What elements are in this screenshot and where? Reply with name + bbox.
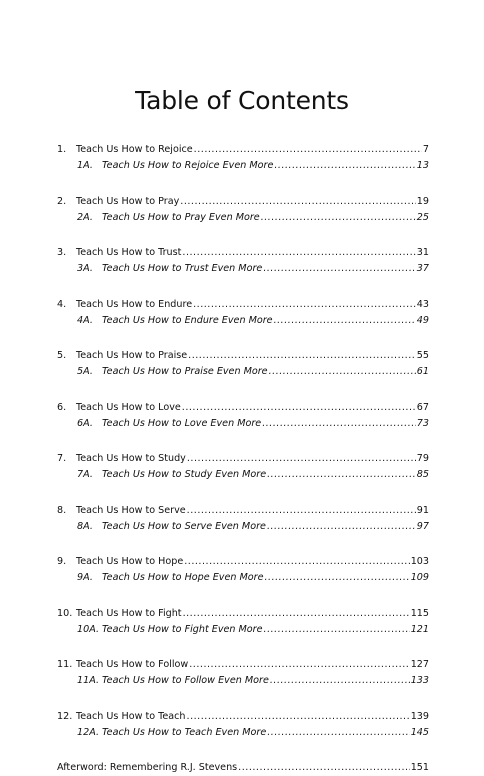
toc-entry-page: 151 [410, 762, 429, 773]
toc-entry-title: Teach Us How to Study [76, 453, 186, 464]
toc-entry-number: 10. [57, 607, 73, 619]
toc-entry-number: 7A. [77, 469, 93, 480]
toc-entry-chapter[interactable] [57, 709, 429, 725]
leader-dots [188, 348, 416, 364]
toc-entry-page: 19 [416, 195, 429, 207]
toc-entry-page: 139 [410, 710, 429, 722]
toc-entry-chapter[interactable] [57, 245, 429, 261]
toc-entry-afterword[interactable] [57, 760, 429, 776]
toc-entry-page: 91 [416, 504, 429, 516]
toc-chapter-block [57, 709, 429, 741]
toc-entry-number: 4A. [77, 314, 93, 326]
toc-entry-page: 109 [410, 572, 429, 583]
toc-chapter-block [57, 451, 429, 483]
toc-entry-number: 2. [57, 195, 67, 207]
toc-entry-page: 115 [410, 607, 429, 619]
leader-dots [274, 313, 416, 329]
toc-entry-number: 7. [57, 453, 67, 464]
toc-entry-chapter[interactable] [57, 297, 429, 313]
leader-dots [194, 142, 422, 158]
toc-entry-page: 97 [416, 520, 429, 532]
toc-entry-subchapter[interactable] [57, 622, 429, 638]
toc-entry-page: 73 [416, 417, 429, 429]
toc-entry-subchapter[interactable] [57, 725, 429, 741]
toc-chapter-block [57, 194, 429, 226]
toc-entry-subchapter[interactable] [57, 261, 429, 277]
toc-entry-page: 79 [416, 453, 429, 464]
toc-chapter-block [57, 554, 429, 586]
table-of-contents [57, 142, 429, 776]
toc-entry-page: 133 [410, 675, 429, 686]
toc-entry-number: 3. [57, 247, 67, 258]
toc-entry-title: Teach Us How to Endure [76, 298, 193, 310]
toc-entry-number: 12. [57, 710, 73, 722]
leader-dots [267, 725, 409, 741]
toc-entry-page: 13 [416, 160, 429, 171]
leader-dots [189, 657, 409, 673]
leader-dots [187, 503, 416, 519]
toc-entry-subchapter[interactable] [57, 570, 429, 586]
toc-chapter-block [57, 142, 429, 174]
toc-entry-number: 1A. [77, 160, 93, 171]
leader-dots [182, 245, 415, 261]
toc-entry-page: 7 [422, 144, 429, 155]
toc-entry-subchapter[interactable] [57, 416, 429, 432]
toc-entry-title: Teach Us How to Rejoice [76, 144, 193, 155]
toc-entry-title: Teach Us How to Fight Even More [102, 623, 263, 635]
leader-dots [184, 554, 409, 570]
toc-entry-number: 1. [57, 144, 67, 155]
toc-chapter-block [57, 245, 429, 277]
toc-entry-subchapter[interactable] [57, 158, 429, 174]
toc-entry-subchapter[interactable] [57, 313, 429, 329]
toc-entry-chapter[interactable] [57, 194, 429, 210]
leader-dots [267, 467, 416, 483]
toc-entry-page: 55 [416, 350, 429, 361]
toc-entry-number: 2A. [77, 211, 93, 223]
toc-entry-number: 6. [57, 401, 67, 413]
toc-entry-page: 103 [410, 556, 429, 567]
toc-entry-chapter[interactable] [57, 348, 429, 364]
toc-entry-number: 11A. [77, 675, 99, 686]
toc-entry-page: 61 [416, 366, 429, 377]
toc-entry-title: Teach Us How to Praise Even More [102, 366, 268, 377]
toc-entry-number: 3A. [77, 263, 93, 274]
leader-dots [187, 709, 410, 725]
toc-entry-chapter[interactable] [57, 606, 429, 622]
toc-chapter-block [57, 606, 429, 638]
leader-dots [270, 673, 410, 689]
toc-entry-subchapter[interactable] [57, 673, 429, 689]
toc-entry-subchapter[interactable] [57, 364, 429, 380]
leader-dots [263, 261, 415, 277]
leader-dots [264, 622, 410, 638]
toc-chapter-block [57, 297, 429, 329]
toc-entry-title: Teach Us How to Love Even More [102, 417, 262, 429]
toc-entry-page: 25 [416, 211, 429, 223]
toc-entry-number: 9. [57, 556, 67, 567]
toc-chapter-block [57, 657, 429, 689]
toc-entry-page: 31 [416, 247, 429, 258]
toc-entry-title: Teach Us How to Fight [76, 607, 182, 619]
toc-entry-subchapter[interactable] [57, 467, 429, 483]
leader-dots [180, 194, 416, 210]
toc-entry-number: 9A. [77, 572, 93, 583]
toc-entry-page: 121 [410, 623, 429, 635]
toc-entry-subchapter[interactable] [57, 210, 429, 226]
toc-entry-title: Teach Us How to Study Even More [102, 469, 267, 480]
toc-chapter-block [57, 348, 429, 380]
leader-dots [238, 760, 410, 776]
leader-dots [183, 606, 410, 622]
leader-dots [261, 210, 416, 226]
toc-entry-title: Teach Us How to Hope [76, 556, 184, 567]
toc-entry-title: Teach Us How to Praise [76, 350, 188, 361]
leader-dots [193, 297, 416, 313]
toc-entry-title: Teach Us How to Pray [76, 195, 180, 207]
toc-entry-title: Teach Us How to Pray Even More [102, 211, 260, 223]
toc-entry-title: Teach Us How to Teach Even More [102, 726, 267, 738]
toc-entry-title: Teach Us How to Endure Even More [102, 314, 273, 326]
toc-entry-number: 12A. [77, 726, 99, 738]
leader-dots [264, 570, 409, 586]
toc-entry-page: 37 [416, 263, 429, 274]
toc-entry-title: Teach Us How to Trust [76, 247, 182, 258]
toc-entry-page: 127 [410, 659, 429, 670]
toc-entry-number: 6A. [77, 417, 93, 429]
leader-dots [182, 400, 416, 416]
leader-dots [187, 451, 416, 467]
toc-chapter-block [57, 503, 429, 535]
toc-entry-title: Teach Us How to Serve Even More [102, 520, 266, 532]
leader-dots [262, 416, 416, 432]
leader-dots [267, 519, 416, 535]
toc-entry-number: 8A. [77, 520, 93, 532]
toc-entry-title: Teach Us How to Hope Even More [102, 572, 264, 583]
leader-dots [274, 158, 415, 174]
toc-entry-chapter[interactable] [57, 451, 429, 467]
toc-entry-title: Teach Us How to Trust Even More [102, 263, 263, 274]
toc-entry-number: 4. [57, 298, 67, 310]
toc-entry-title: Teach Us How to Rejoice Even More [102, 160, 274, 171]
toc-entry-chapter[interactable] [57, 142, 429, 158]
toc-entry-title: Teach Us How to Love [76, 401, 181, 413]
toc-entry-chapter[interactable] [57, 554, 429, 570]
toc-entry-chapter[interactable] [57, 657, 429, 673]
leader-dots [269, 364, 416, 380]
toc-entry-title: Teach Us How to Follow Even More [102, 675, 269, 686]
toc-entry-page: 145 [410, 726, 429, 738]
toc-entry-title: Afterword: Remembering R.J. Stevens [57, 762, 238, 773]
toc-entry-number: 10A. [77, 623, 99, 635]
toc-entry-page: 49 [416, 314, 429, 326]
toc-chapter-block [57, 400, 429, 432]
toc-entry-chapter[interactable] [57, 503, 429, 519]
toc-entry-chapter[interactable] [57, 400, 429, 416]
toc-entry-page: 67 [416, 401, 429, 413]
toc-entry-title: Teach Us How to Serve [76, 504, 186, 516]
toc-entry-title: Teach Us How to Teach [76, 710, 186, 722]
toc-entry-number: 5A. [77, 366, 93, 377]
page-title: Table of Contents [135, 86, 349, 115]
toc-entry-number: 5. [57, 350, 67, 361]
toc-entry-title: Teach Us How to Follow [76, 659, 189, 670]
toc-entry-page: 85 [416, 469, 429, 480]
toc-entry-number: 8. [57, 504, 67, 516]
toc-entry-subchapter[interactable] [57, 519, 429, 535]
toc-entry-number: 11. [57, 659, 73, 670]
toc-entry-page: 43 [416, 298, 429, 310]
